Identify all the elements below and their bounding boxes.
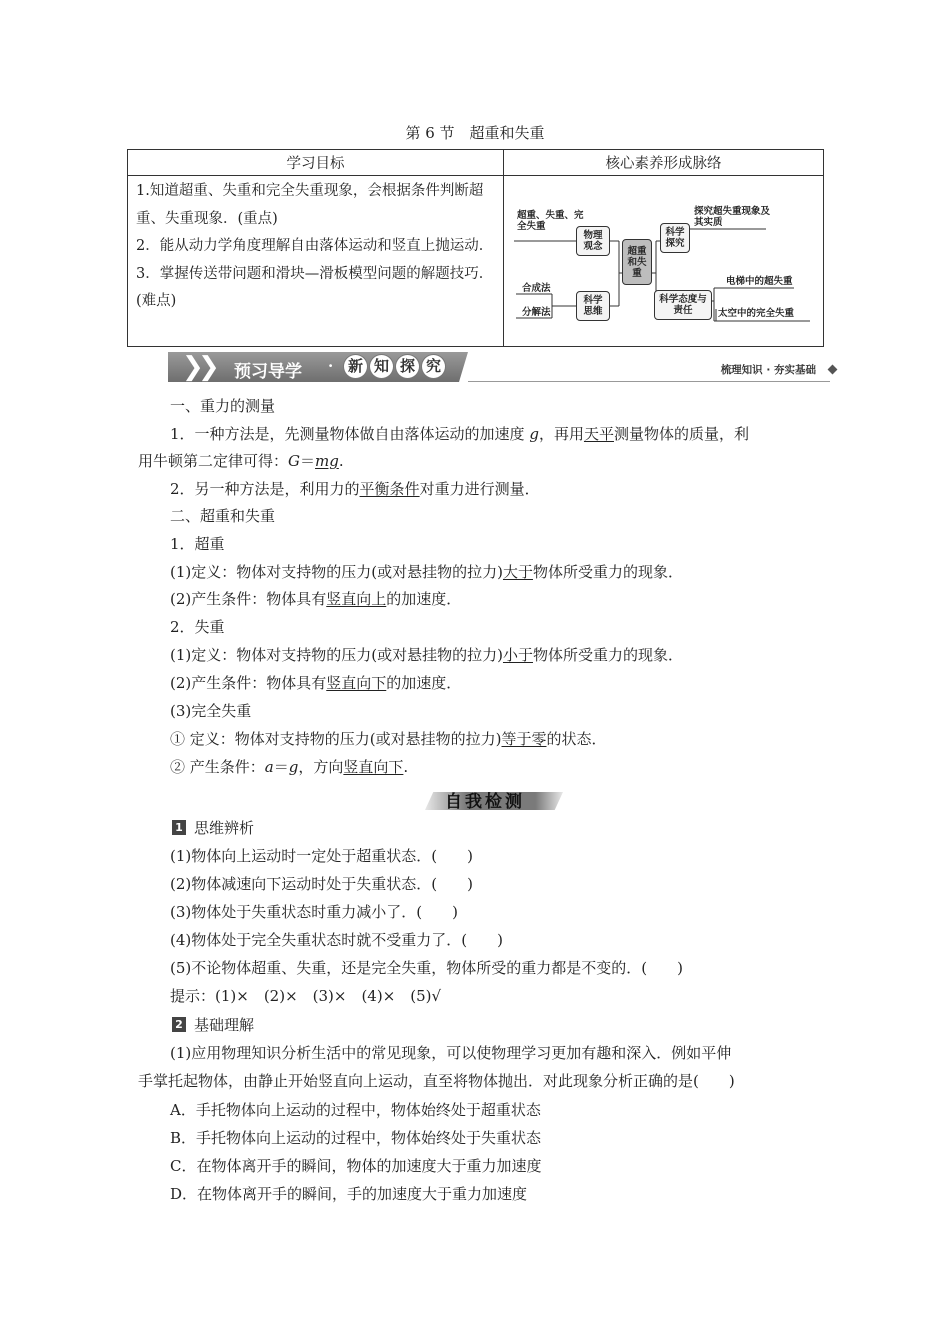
option-d: D．在物体离开手的瞬间，手的加速度大于重力加速度 [170,1185,528,1203]
answer-hint: 提示：(1)× (2)× (3)× (4)× (5)√ [170,987,442,1005]
question-title-basic: 基础理解 [194,1016,255,1034]
chevron-right-icon: ❯ [182,352,204,382]
banner-char: 探 [396,355,419,378]
weightless-definition: (1)定义：物体对支持物的压力(或对悬挂物的拉力)小于物体所受重力的现象． [170,646,683,664]
diagram-connectors [504,176,824,346]
banner-char: 究 [422,355,445,378]
judgement-item: (3)物体处于失重状态时重力减小了．( ) [170,903,458,921]
subheading-weightless: 2．失重 [170,618,225,636]
question-number-badge: 1 [172,820,186,835]
goals-list [128,176,503,316]
diagram-left-top: 超重、失重、完全失重 [517,210,584,232]
goal-item: 3．掌握传送带问题和滑块—滑板模型问题的解题技巧．(难点) [136,265,494,309]
box-physics-concept: 物理观念 [576,226,610,256]
diagram-right-mid: 电梯中的超失重 [726,276,793,287]
question-stem: (1)应用物理知识分析生活中的常见现象，可以使物理学习更加有趣和深入．例如平伸 [170,1044,732,1062]
box-attitude-responsibility: 科学态度与责任 [654,290,712,320]
box-center-topic: 超重和失重 [622,239,652,285]
option-b: B．手托物体向上运动的过程中，物体始终处于失重状态 [170,1129,542,1147]
section-title: 第 6 节 超重和失重 [405,124,545,142]
box-scientific-inquiry: 科学探究 [660,223,690,253]
diagram-right-bot: 太空中的完全失重 [718,308,795,319]
overweight-definition: (1)定义：物体对支持物的压力(或对悬挂物的拉力)大于物体所受重力的现象． [170,563,683,581]
question-title-thinking: 思维辨析 [194,819,255,837]
diamond-icon [828,365,838,375]
overweight-condition: (2)产生条件：物体具有竖直向上的加速度． [170,590,462,608]
diagram-left-bot: 分解法 [522,307,551,318]
option-c: C．在物体离开手的瞬间，物体的加速度大于重力加速度 [170,1157,542,1175]
subheading-overweight: 1．超重 [170,535,225,553]
question-stem-cont: 手掌托起物体，由静止开始竖直向上运动，直至将物体抛出．对此现象分析正确的是( ) [138,1072,735,1090]
complete-weightless-definition: ① 定义：物体对支持物的压力(或对悬挂物的拉力)等于零的状态． [170,730,607,748]
banner-title: 预习导学 [234,362,302,382]
col-header-literacy: 核心素养形成脉络 [504,150,824,176]
heading-overweight-weightless: 二、超重和失重 [170,507,276,525]
question-number-badge: 2 [172,1017,186,1032]
objectives-table [127,149,824,347]
judgement-item: (4)物体处于完全失重状态时就不受重力了．( ) [170,931,503,949]
complete-weightless-condition: ② 产生条件：a＝g，方向竖直向下. [170,758,409,776]
heading-gravity-measurement: 一、重力的测量 [170,397,276,415]
weightless-condition: (2)产生条件：物体具有竖直向下的加速度． [170,674,462,692]
chevron-right-icon: ❯ [198,352,220,382]
judgement-item: (1)物体向上运动时一定处于超重状态．( ) [170,847,473,865]
judgement-item: (2)物体减速向下运动时处于失重状态．( ) [170,875,473,893]
diagram-left-mid: 合成法 [522,283,551,294]
paragraph-method-2: 2．另一种方法是，利用力的平衡条件对重力进行测量． [170,480,540,498]
self-check-title: 自我检测 [445,792,525,812]
paragraph-method-1: 1．一种方法是，先测量物体做自由落体运动的加速度 g，再用天平测量物体的质量，利 [170,425,749,443]
subheading-complete-weightless: (3)完全失重 [170,702,252,720]
paragraph-method-1-cont: 用牛顿第二定律可得：G＝mg. [138,452,344,470]
banner-char: 新 [344,355,367,378]
goal-item: 1.知道超重、失重和完全失重现象，会根据条件判断超重、失重现象．(重点) [136,183,484,227]
box-scientific-thinking: 科学思维 [576,291,610,321]
section-banner [168,350,838,384]
col-header-goals: 学习目标 [128,150,504,176]
banner-subtitle: 梳理知识 · 夯实基础 [720,364,816,376]
judgement-item: (5)不论物体超重、失重，还是完全失重，物体所受的重力都是不变的．( ) [170,959,683,977]
goal-item: 2．能从动力学角度理解自由落体运动和竖直上抛运动． [136,238,494,254]
banner-char: 知 [370,355,393,378]
diagram-right-top: 探究超失重现象及其实质 [694,206,771,228]
literacy-diagram [504,176,823,346]
self-check-banner [425,784,565,812]
banner-dot: · [328,357,334,375]
option-a: A．手托物体向上运动的过程中，物体始终处于超重状态 [170,1101,541,1119]
